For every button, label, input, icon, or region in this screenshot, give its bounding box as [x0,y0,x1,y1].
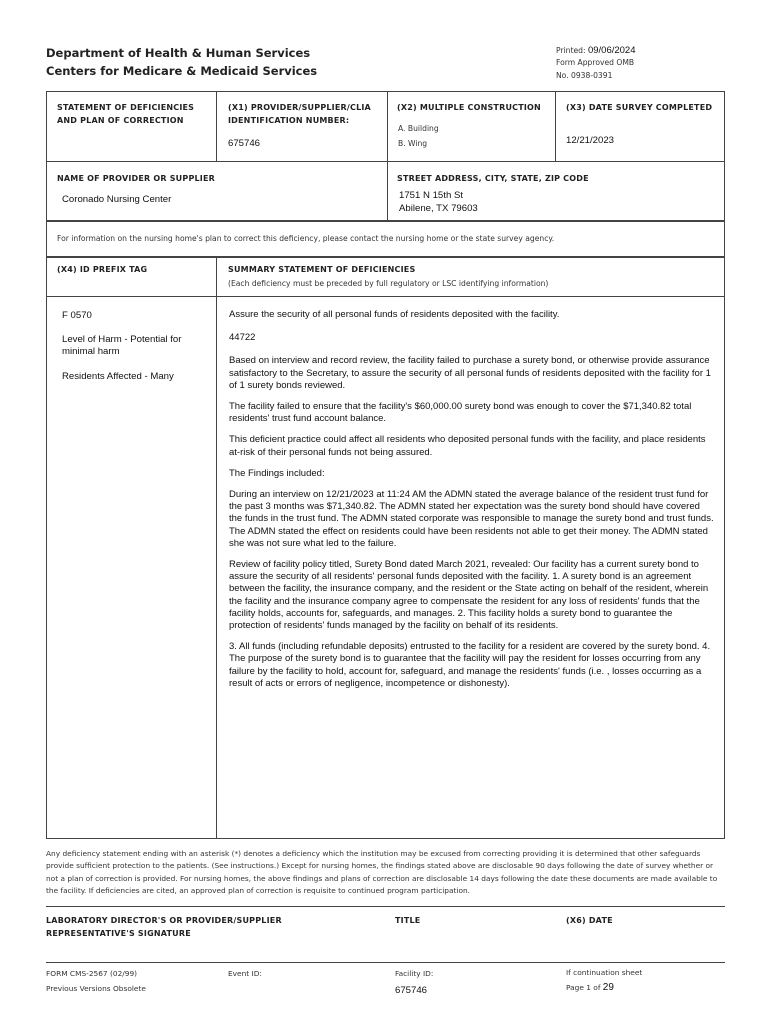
divider [46,161,725,162]
facility-id-value: 675746 [395,985,428,996]
facility-id-label: Facility ID: [395,969,434,978]
agency-name-line1: Department of Health & Human Services [46,46,311,60]
printed-date: 09/06/2024 [587,45,636,56]
omb-number: No. 0938-0391 [556,71,613,80]
agency-name-line2: Centers for Medicare & Medicaid Services [46,64,318,78]
previous-versions: Previous Versions Obsolete [46,984,146,993]
title-label: TITLE [395,916,421,925]
summary-paragraph: This deficient practice could affect all residents who deposited personal funds with the facility, and place residents at-risk of their personal funds not being assured. [229,434,706,458]
summary-sublabel: (Each deficiency must be preceded by full regulatory or LSC identifying information) [228,279,549,288]
summary-label: SUMMARY STATEMENT OF DEFICIENCIES [228,265,416,274]
summary-paragraph: The Findings included: [229,467,325,479]
summary-paragraph: 3. All funds (including refundable deposits) entrusted to the facility for a resident are covered by the surety bond. 4. The purpose of the surety bond is to guarantee that the facility will pay the resident for losses occurring from any failure by the facility to hold, account for, safeguard, and manage the residents' funds (i.e. , losses occurring as a result of acts or errors of negligence, incompetence or dishonesty). [229,641,711,689]
provider-label: NAME OF PROVIDER OR SUPPLIER [57,174,216,183]
date-label: (X6) DATE [566,916,613,925]
summary-paragraph: Assure the security of all personal funds of residents deposited with the facility. [229,309,560,320]
address-line2: Abilene, TX 79603 [399,203,478,214]
summary-paragraph: Based on interview and record review, the facility failed to purchase a surety bond, or otherwise provide assurance satisfactory to the Secretary, to assure the security of all personal funds of residents deposited with the facility for 1 of 1 surety bonds reviewed. [229,355,711,391]
divider [555,91,556,161]
printed-stamp [556,45,636,56]
divider [216,257,217,839]
form-number: FORM CMS-2567 (02/99) [46,969,138,978]
x2-wing: B. Wing [398,139,428,148]
divider [46,906,725,907]
deficiency-tag: F 0570 [62,310,92,321]
x3-value: 12/21/2023 [566,135,615,146]
page-total: 29 [602,982,614,993]
summary-paragraph: Review of facility policy titled, Surety Bond dated March 2021, revealed: Our facility has a current surety bond to assure the security of all residents' personal funds deposited with the facility. 1. A surety bond is an agreement between the facility, the insurance company, and the resident or the State acting on behalf of the resident, wherein the facility and the insurance company agree to compensate the resident for any loss of residents' funds that the facility holds, accounts for, safeguards, and manages. 2. This facility holds a surety bond to guarantee the protection of residents' funds managed by the facility on behalf of its residents. [229,559,709,632]
printed-label: Printed: [556,46,586,55]
page-label: Page 1 of [566,983,601,992]
event-id-label: Event ID: [228,969,262,978]
divider [46,962,725,963]
x3-label: (X3) DATE SURVEY COMPLETED [566,103,713,112]
form-approved: Form Approved OMB [556,58,635,67]
address-label: STREET ADDRESS, CITY, STATE, ZIP CODE [397,174,589,183]
divider [387,91,388,221]
summary-statement [229,309,714,699]
page-indicator [566,982,614,993]
director-signature-label: LABORATORY DIRECTOR'S OR PROVIDER/SUPPLIER REPRESENTATIVE'S SIGNATURE [46,916,282,938]
disclaimer: Any deficiency statement ending with an asterisk (*) denotes a deficiency which the institution may be excused from correcting providing it is determined that other safeguards provide sufficient protection to the patients. (See instructions.) Except for nursing homes, the findings stated above are disclosable 90 days following the date of survey whether or not a plan of correction is provided. For nursing homes, the above findings and plans of correction are disclosable 14 days following the date these documents are made available to the facility. If deficiencies are cited, an approved plan of correction is requisite to continued program participation. [46,849,718,896]
statement-label: STATEMENT OF DEFICIENCIES AND PLAN OF CORRECTION [57,103,195,125]
divider [216,91,217,161]
divider [46,296,725,297]
summary-paragraph: 44722 [229,332,256,344]
x2-building: A. Building [398,124,439,133]
info-note: For information on the nursing home's plan to correct this deficiency, please contact the nursing home or the state survey agency. [57,234,555,243]
address-line1: 1751 N 15th St [399,190,464,201]
summary-paragraph: During an interview on 12/21/2023 at 11:24 AM the ADMN stated the average balance of the resident trust fund for the past 3 months was $71,340.82. The ADMN stated her expectation was the surety bond should have covered the funds in the trust fund. The ADMN stated corporate was responsible to manage the surety bond and trust funds. The ADMN stated the effect on residents could have been residents not able to get their money. The ADMN stated she was not sure what led to the failure. [229,489,714,549]
residents-affected: Residents Affected - Many [62,371,174,382]
provider-value: Coronado Nursing Center [62,194,172,205]
x4-label: (X4) ID PREFIX TAG [57,265,148,274]
harm-level: Level of Harm - Potential for minimal harm [62,334,182,357]
x1-value: 675746 [228,138,261,149]
x2-label: (X2) MULTIPLE CONSTRUCTION [397,103,541,112]
summary-paragraph: The facility failed to ensure that the facility's $60,000.00 surety bond was enough to cover the $71,340.82 total residents' trust fund account balance. [229,401,692,425]
continuation-note: If continuation sheet [566,968,643,977]
x1-label: (X1) PROVIDER/SUPPLIER/CLIA IDENTIFICATION NUMBER: [228,103,371,125]
